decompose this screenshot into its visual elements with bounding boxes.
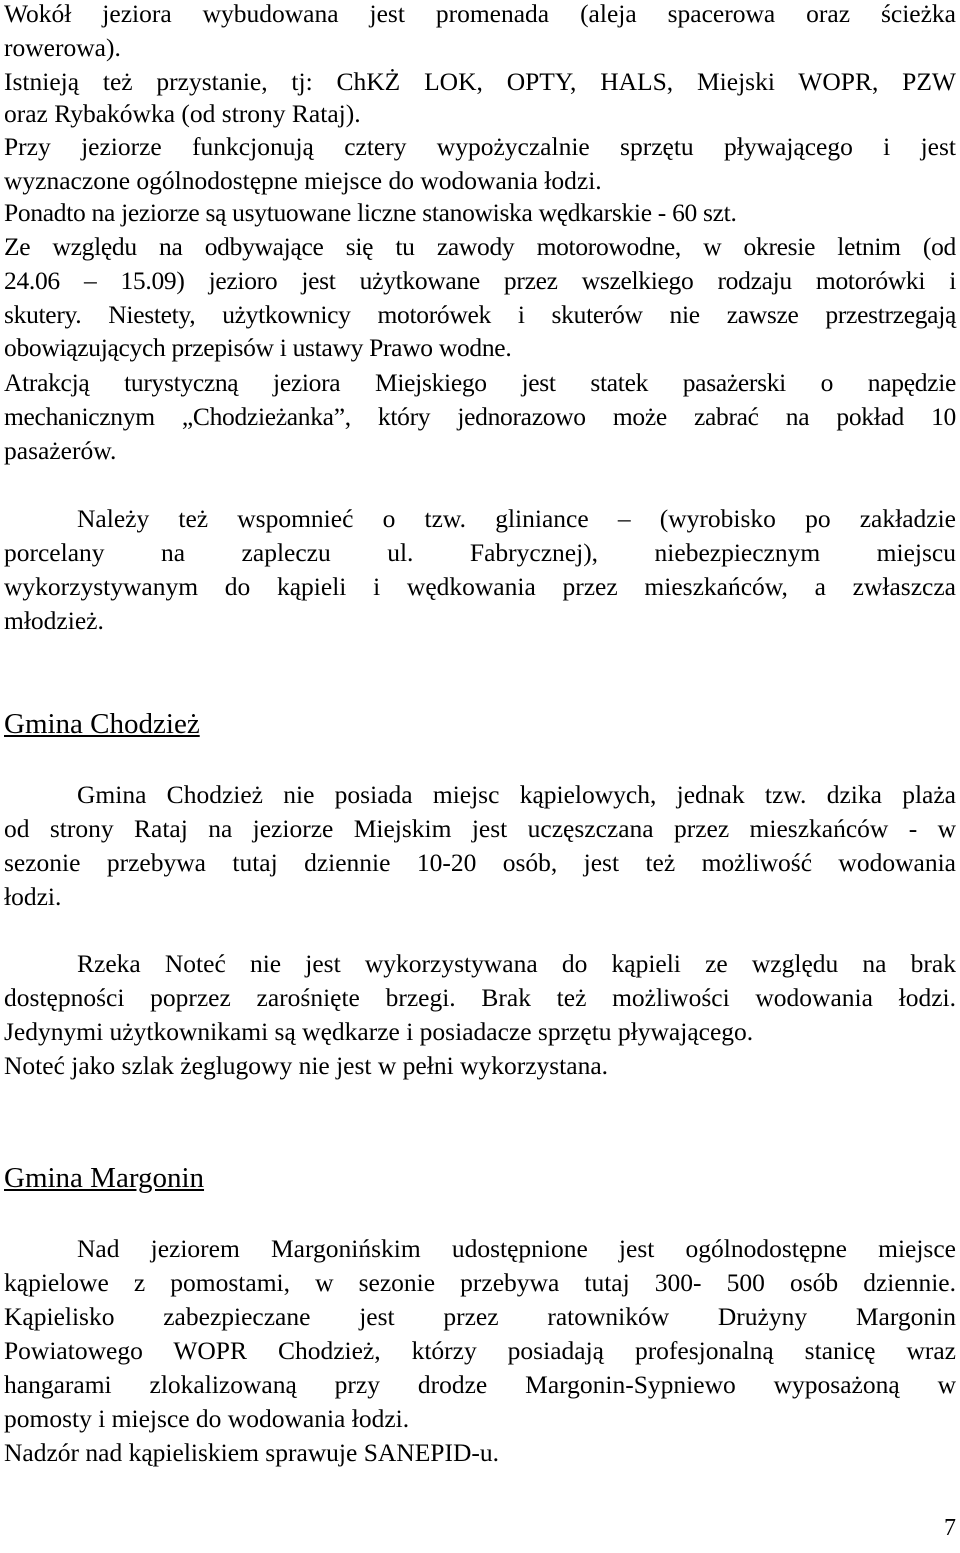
- text-line: oraz Rybakówka (od strony Rataj).: [4, 99, 361, 128]
- text-line: Noteć jako szlak żeglugowy nie jest w pełni wykorzystana.: [4, 1051, 609, 1080]
- text-line: Istnieją też przystanie, tj: ChKŻ LOK, OPTY, HALS, Miejski WOPR, PZW: [4, 67, 956, 96]
- text-line: od strony Rataj na jeziorze Miejskim jest uczęszczana przez mieszkańców - w: [4, 814, 956, 843]
- text-line: sezonie przebywa tutaj dziennie 10-20 osób, jest też możliwość wodowania: [4, 848, 956, 877]
- page-number: 7: [944, 1515, 956, 1541]
- text-line: młodzież.: [4, 606, 104, 635]
- text-line: Gmina Chodzież nie posiada miejsc kąpielowych, jednak tzw. dzika plaża: [77, 780, 956, 809]
- text-line: Atrakcją turystyczną jeziora Miejskiego jest statek pasażerski o napędzie: [4, 368, 956, 397]
- text-line: skutery. Niestety, użytkownicy motorówek i skuterów nie zawsze przestrzegają: [4, 300, 956, 329]
- section-heading: Gmina Margonin: [4, 1162, 205, 1194]
- text-line: mechanicznym „Chodzieżanka”, który jednorazowo może zabrać na pokład 10: [4, 402, 956, 431]
- text-line: Rzeka Noteć nie jest wykorzystywana do kąpieli ze względu na brak: [77, 949, 956, 978]
- text-line: 24.06 – 15.09) jezioro jest użytkowane przez wszelkiego rodzaju motorówki i: [4, 266, 956, 295]
- text-line: Powiatowego WOPR Chodzież, którzy posiadają profesjonalną stanicę wraz: [4, 1336, 956, 1365]
- text-line: pasażerów.: [4, 436, 117, 465]
- text-line: rowerowa).: [4, 33, 121, 62]
- text-line: wykorzystywanym do kąpieli i wędkowania przez mieszkańców, a zwłaszcza: [4, 572, 956, 601]
- text-line: Należy też wspomnieć o tzw. gliniance – (wyrobisko po zakładzie: [77, 504, 956, 533]
- text-line: hangarami zlokalizowaną przy drodze Margonin-Sypniewo wyposażoną w: [4, 1370, 956, 1399]
- text-line: dostępności poprzez zarośnięte brzegi. Brak też możliwości wodowania łodzi.: [4, 983, 956, 1012]
- text-line: wyznaczone ogólnodostępne miejsce do wodowania łodzi.: [4, 166, 602, 195]
- text-line: porcelany na zapleczu ul. Fabrycznej), niebezpiecznym miejscu: [4, 538, 956, 567]
- text-line: pomosty i miejsce do wodowania łodzi.: [4, 1404, 410, 1433]
- text-line: Wokół jeziora wybudowana jest promenada (aleja spacerowa oraz ścieżka: [4, 0, 956, 28]
- section-heading: Gmina Chodzież: [4, 708, 200, 740]
- text-line: łodzi.: [4, 882, 62, 911]
- text-line: Ponadto na jeziorze są usytuowane liczne stanowiska wędkarskie - 60 szt.: [4, 198, 737, 227]
- text-line: Ze względu na odbywające się tu zawody motorowodne, w okresie letnim (od: [4, 232, 956, 261]
- text-line: obowiązujących przepisów i ustawy Prawo wodne.: [4, 333, 512, 362]
- text-line: Przy jeziorze funkcjonują cztery wypożyczalnie sprzętu pływającego i jest: [4, 132, 956, 161]
- text-line: Jedynymi użytkownikami są wędkarze i posiadacze sprzętu pływającego.: [4, 1017, 754, 1046]
- text-line: Nadzór nad kąpieliskiem sprawuje SANEPID-u.: [4, 1438, 500, 1467]
- text-line: kąpielowe z pomostami, w sezonie przebywa tutaj 300- 500 osób dziennie.: [4, 1268, 956, 1297]
- text-line: Kąpielisko zabezpieczane jest przez ratowników Drużyny Margonin: [4, 1302, 956, 1331]
- text-line: Nad jeziorem Margonińskim udostępnione jest ogólnodostępne miejsce: [77, 1234, 956, 1263]
